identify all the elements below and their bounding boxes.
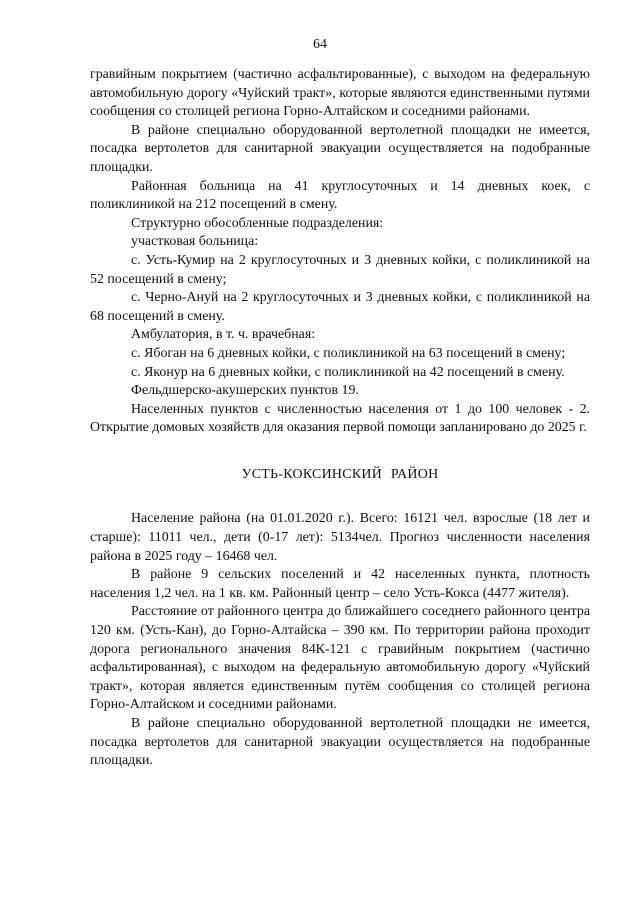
- paragraph: участковая больница:: [131, 234, 259, 250]
- paragraph: Амбулатория, в т. ч. врачебная:: [131, 327, 316, 343]
- paragraph: с. Усть-Кумир на 2 круглосуточных и 3 дневных койки, с поликлиникой на 52 посещений в смену;: [90, 252, 590, 287]
- paragraph: Фельдшерско-акушерских пунктов 19.: [131, 383, 359, 399]
- paragraph: Населенных пунктов с численностью населения от 1 до 100 человек - 2. Открытие домовых хозяйств для оказания первой помощи запланировано до 2025 г.: [90, 401, 590, 436]
- section-heading: УСТЬ-КОКСИНСКИЙ РАЙОН: [241, 466, 439, 482]
- paragraphs-top: [90, 66, 590, 438]
- paragraph: с. Яконур на 6 дневных койки, с поликлиникой на 42 посещений в смену.: [131, 364, 565, 380]
- paragraphs-bottom: [90, 510, 590, 770]
- paragraph: Расстояние от районного центра до ближайшего соседнего районного центра 120 км. (Усть-Кан), до Горно-Алтайска – 390 км. По территории района проходит дорога регионального значения 84К-121 с гравийным покрытием (частично асфальтированная), с выходом на федеральную автомобильную дорогу «Чуйский тракт», которая является единственным путём сообщения со столицей региона Горно-Алтайском и соседними районами.: [90, 604, 590, 713]
- paragraph: В районе специально оборудованной вертолетной площадки не имеется, посадка вертолетов для санитарной эвакуации осуществляется на подобранные площадки.: [90, 122, 590, 175]
- paragraph: Районная больница на 41 круглосуточных и 14 дневных коек, с поликлиникой на 212 посещений в смену.: [90, 178, 590, 213]
- paragraph: Население района (на 01.01.2020 г.). Всего: 16121 чел. взрослые (18 лет и старше): 11011 чел., дети (0-17 лет): 5134чел. Прогноз численности населения района в 2025 году – 16468 чел.: [90, 511, 590, 564]
- paragraph: с. Черно-Ануй на 2 круглосуточных и 3 дневных койки, с поликлиникой на 68 посещений в смену.: [90, 290, 590, 324]
- paragraph: В районе специально оборудованной вертолетной площадки не имеется, посадка вертолетов для санитарной эвакуации осуществляется на подобранные площадки.: [90, 716, 590, 769]
- page-number: 64: [313, 37, 327, 52]
- paragraph: В районе 9 сельских поселений и 42 населенных пункта, плотность населения 1,2 чел. на 1 кв. км. Районный центр – село Усть-Кокса (4477 жителя).: [90, 567, 590, 601]
- paragraph: Структурно обособленные подразделения:: [131, 215, 384, 231]
- document-body: [90, 66, 590, 771]
- paragraph: с. Ябоган на 6 дневных койки, с поликлиникой на 63 посещений в смену;: [131, 345, 566, 361]
- paragraph: гравийным покрытием (частично асфальтированные), с выходом на федеральную автомобильную дорогу «Чуйский тракт», которые являются единственными путями сообщения со столицей региона Горно-Алтайском и соседними районами.: [90, 67, 590, 120]
